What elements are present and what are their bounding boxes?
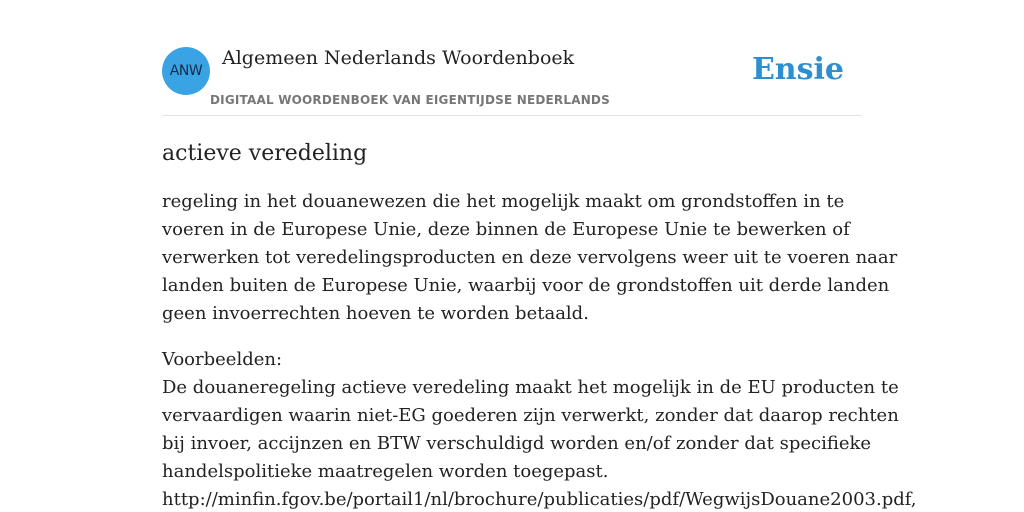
site-subtitle: DIGITAAL WOORDENBOEK VAN EIGENTIJDSE NEDERLANDS [210, 93, 610, 107]
anw-logo[interactable] [162, 47, 210, 95]
definition-line: verwerken tot veredelingsproducten en deze vervolgens weer uit te voeren naar [162, 247, 898, 268]
site-title[interactable]: Algemeen Nederlands Woordenboek [222, 47, 575, 69]
example-line: handelspolitieke maatregelen worden toegepast. [162, 461, 609, 482]
site-header [162, 46, 862, 116]
examples-label: Voorbeelden: [162, 349, 283, 370]
definition-line: regeling in het douanewezen die het mogelijk maakt om grondstoffen in te [162, 191, 845, 212]
logo-text: ANW [169, 63, 203, 79]
entry-examples [162, 346, 917, 512]
example-line: vervaardigen waarin niet-EG goederen zijn verwerkt, zonder dat daarop rechten [162, 405, 899, 426]
example-line: bij invoer, accijnzen en BTW verschuldigd worden en/of zonder dat specifieke [162, 433, 872, 454]
definition-line: geen invoerrechten hoeven te worden betaald. [162, 303, 589, 324]
definition-line: voeren in de Europese Unie, deze binnen de Europese Unie te bewerken of [162, 219, 850, 240]
definition-line: landen buiten de Europese Unie, waarbij voor de grondstoffen uit derde landen [162, 275, 890, 296]
entry-definition [162, 188, 898, 328]
ensie-brand-logo[interactable]: Ensie [751, 52, 844, 87]
entry-content [162, 136, 917, 512]
example-line: De douaneregeling actieve veredeling maakt het mogelijk in de EU producten te [162, 377, 899, 398]
example-source-link[interactable]: http://minfin.fgov.be/portail1/nl/brochure/publicaties/pdf/WegwijsDouane2003.pdf, [162, 489, 917, 510]
entry-headword: actieve veredeling [162, 141, 368, 166]
